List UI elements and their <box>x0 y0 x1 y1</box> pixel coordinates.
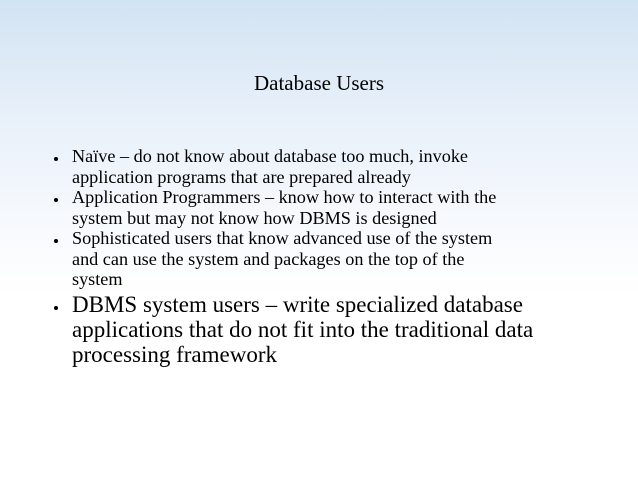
bullet-item <box>48 292 628 367</box>
bullet-list <box>48 146 628 367</box>
slide-title: Database Users <box>253 71 385 95</box>
bullet-dot-icon <box>54 306 58 310</box>
bullet-dot-icon <box>54 239 58 243</box>
bullet-text: Naïve – do not know about database too much, invoke application programs that are prepared already <box>72 146 468 187</box>
bullet-item <box>48 228 628 290</box>
bullet-text: Sophisticated users that know advanced use of the system and can use the system and packages on the top of the system <box>72 228 493 289</box>
bullet-text: DBMS system users – write specialized database applications that do not fit into the traditional data processing framework <box>72 291 534 367</box>
bullet-item <box>48 187 628 228</box>
bullet-dot-icon <box>54 157 58 161</box>
bullet-dot-icon <box>54 198 58 202</box>
bullet-item <box>48 146 628 187</box>
bullet-text: Application Programmers – know how to interact with the system but may not know how DBMS is designed <box>72 187 497 228</box>
